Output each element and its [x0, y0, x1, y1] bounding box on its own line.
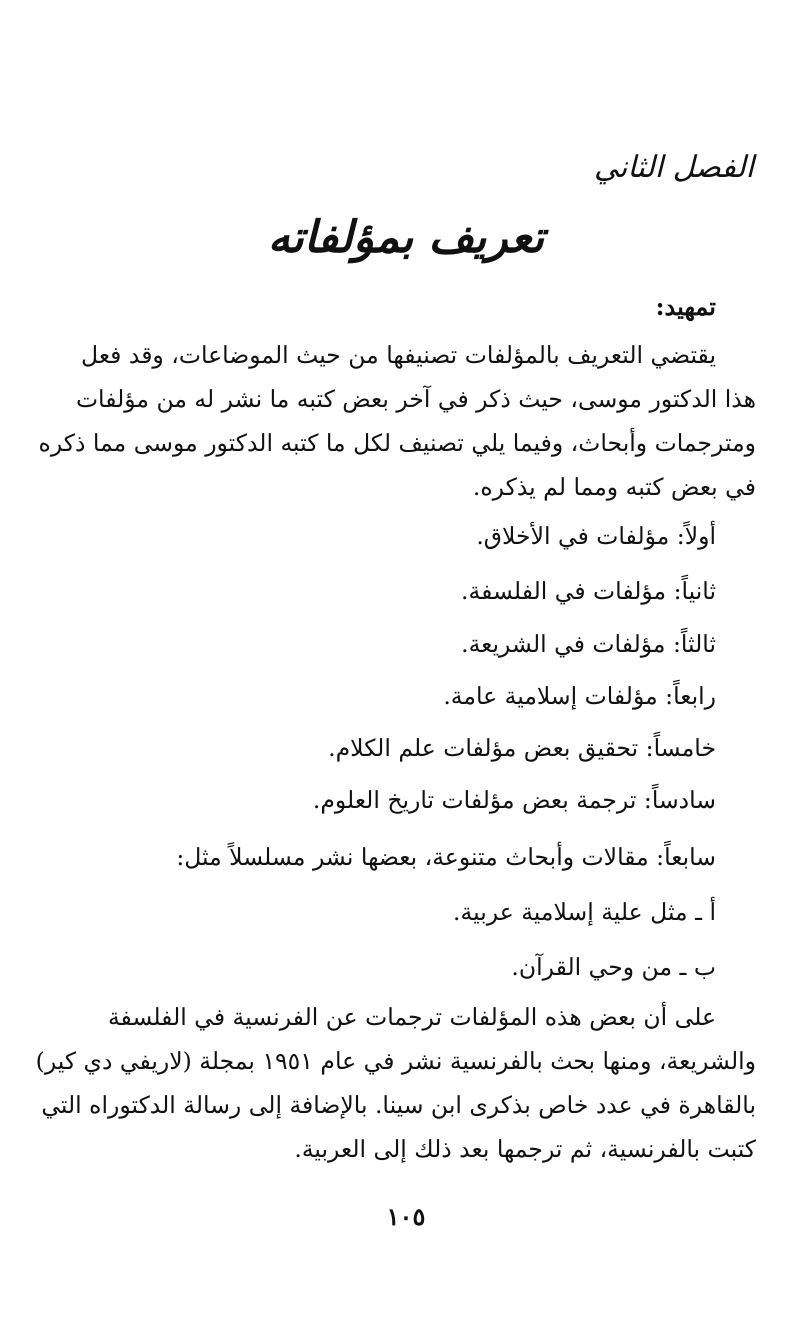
paragraph-line: كتبت بالفرنسية، ثم ترجمها بعد ذلك إلى العربية. [294, 1135, 756, 1163]
chapter-title: تعريف بمؤلفاته [267, 212, 545, 263]
list-item: ب ـ من وحي القرآن. [511, 953, 716, 981]
paragraph-line: في بعض كتبه ومما لم يذكره. [472, 473, 756, 501]
paragraph-line: هذا الدكتور موسى، حيث ذكر في آخر بعض كتبه ما نشر له من مؤلفات [75, 385, 756, 413]
paragraph-line: يقتضي التعريف بالمؤلفات تصنيفها من حيث الموضاعات، وقد فعل [81, 341, 716, 369]
list-item: خامساً: تحقيق بعض مؤلفات علم الكلام. [328, 734, 716, 762]
page-number: ١٠٥ [386, 1202, 426, 1231]
paragraph-line: على أن بعض هذه المؤلفات ترجمات عن الفرنسية في الفلسفة [107, 1003, 716, 1031]
paragraph-line: ومترجمات وأبحاث، وفيما يلي تصنيف لكل ما كتبه الدكتور موسى مما ذكره [38, 429, 756, 457]
list-item: سادساً: ترجمة بعض مؤلفات تاريخ العلوم. [312, 786, 716, 814]
chapter-label: الفصل الثاني [594, 150, 754, 185]
list-item: رابعاً: مؤلفات إسلامية عامة. [443, 682, 716, 710]
list-item: أولاً: مؤلفات في الأخلاق. [476, 522, 716, 550]
section-heading: تمهيد: [655, 292, 716, 321]
list-item: أ ـ مثل علية إسلامية عربية. [453, 898, 716, 926]
paragraph-line: والشريعة، ومنها بحث بالفرنسية نشر في عام ١٩٥١ بمجلة (لاريفي دي كير) [35, 1047, 756, 1075]
closing-paragraph [35, 995, 756, 1171]
intro-paragraph [38, 333, 756, 509]
list-item: ثالثاً: مؤلفات في الشريعة. [461, 630, 716, 658]
list-item: ثانياً: مؤلفات في الفلسفة. [461, 577, 716, 605]
list-item: سابعاً: مقالات وأبحاث متنوعة، بعضها نشر مسلسلاً مثل: [176, 843, 716, 871]
paragraph-line: بالقاهرة في عدد خاص بذكرى ابن سينا. بالإضافة إلى رسالة الدكتوراه التي [41, 1091, 756, 1119]
